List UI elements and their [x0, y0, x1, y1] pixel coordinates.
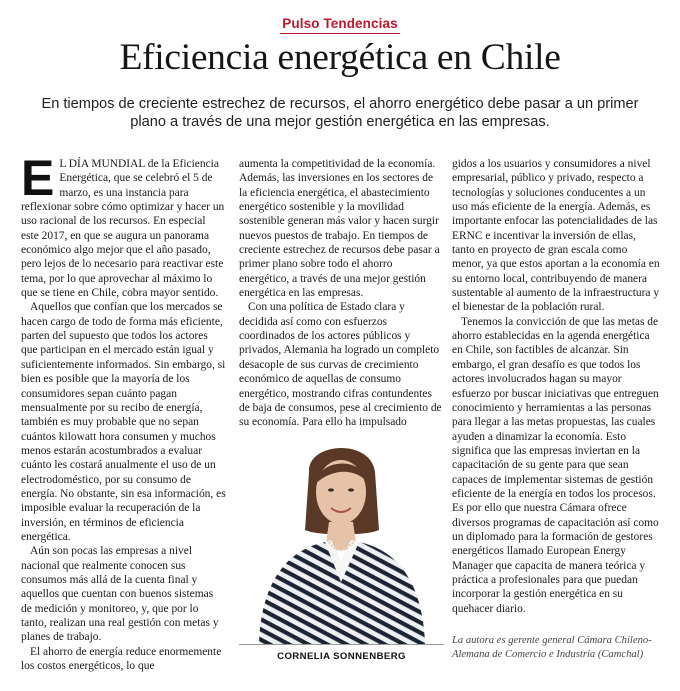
- paragraph: El ahorro de energía reduce enormemente los costos energéticos, lo que: [21, 645, 222, 673]
- column-1: [21, 150, 226, 673]
- article-title: Eficiencia energética en Chile: [119, 37, 561, 78]
- article-lead: En tiempos de creciente estrechez de recursos, el ahorro energético debe pasar a un primer plano a través de una mejor gestión energética en las empresas.: [41, 96, 639, 130]
- paragraph: gidos a los usuarios y consumidores a nivel empresarial, público y privado, respecto a tecnologías y soluciones conducentes a un uso más eficiente de la energía. Además, es importante enfocar las potencialidades de las ERNC e incentivar la inversión de ellas, tanto en proyecto de gran escala como menor, ya que estos aportan a la economía en su entorno local, contribuyendo de manera sustentable al aumento de la infraestructura y el bienestar de la población rural.: [452, 158, 660, 314]
- paragraph: Aquellos que confían que los mercados se hacen cargo de todo de forma más eficiente, parten del supuesto que todos los actores que participan en el mercado están igual y suficientemente informados. Sin embargo, si bien es posible que la mayoría de los consumidores sepan cuánto pagan mensualmente por su recibo de energía, también es muy probable que no sepan cuántos kilowatt hora consumen y muchos menos estarán acostumbrados a evaluar cuánto les costará anualmente el uso de un electrodoméstico, por su consumo de energía. No obstante, sin esa información, es imposible evaluar la recuperación de la inversión, en términos de eficiencia energética.: [21, 301, 226, 543]
- section-kicker: Pulso Tendencias: [280, 16, 399, 34]
- paragraph: aumenta la competitividad de la economía. Además, las inversiones en los sectores de la eficiencia energética, el abastecimiento energético sostenible y la movilidad sostenible generan más valor y hacen surgir nuevos puestos de trabajo. En tiempos de creciente estrechez de recursos debe pasar a primer plano sobre todo el ahorro energético, a través de una mejor gestión energética en las empresas.: [239, 158, 440, 300]
- column-2: [239, 157, 444, 437]
- column-3: [452, 157, 660, 616]
- author-signature: La autora es gerente general Cámara Chileno-Alemana de Comercio e Industria (Camchal): [452, 635, 652, 660]
- section-kicker-wrap: [0, 15, 680, 34]
- portrait-illustration: [239, 432, 444, 644]
- paragraph: Tenemos la convicción de que las metas de ahorro establecidas en la agenda energética en Chile, son factibles de alcanzar. Sin embargo, el gran desafío es que todos los actores involucrados hagan su mayor esfuerzo por buscar iniciativas que entreguen conocimiento y herramientas a las personas para llegar a las metas propuestas, las cuales ayuden a dinamizar la economía. Esto significa que las empresas inviertan en la capacitación de su gente para que sean capaces de implementar sistemas de gestión eficiente de la energía en todos los procesos. Es por ello que nuestra Cámara ofrece diversos programas de capacitación así como un diplomado para la formación de gestores energéticos llamado European Energy Manager que capacita de manera teórica y práctica a profesionales para que puedan incorporar la gestión energética en su quehacer diario.: [452, 315, 659, 615]
- drop-cap: E: [21, 150, 55, 206]
- photo-caption: CORNELIA SONNENBERG: [277, 651, 406, 662]
- paragraph: [21, 150, 226, 300]
- paragraph-text: L DÍA MUNDIAL de la Eficiencia Energética, que se celebró el 5 de marzo, es una instancia para reflexionar sobre cómo optimizar y hacer un uso racional de los recursos. En especial este 2017, en que se augura un panorama económico algo mejor que el año pasado, pero lejos de lo necesario para reactivar este tema, por lo que aprovechar al máximo lo que se tiene en Chile, cobra mayor sentido.: [21, 158, 225, 300]
- author-photo: [239, 432, 444, 644]
- paragraph: Aún son pocas las empresas a nivel nacional que realmente conocen sus consumos más allá de la cuenta final y aquellos que cuentan con buenos sistemas de medición y monitoreo, y, que por lo tanto, realizan una real gestión con metas y planes de trabajo.: [21, 545, 219, 644]
- photo-divider: [239, 644, 444, 645]
- paragraph: Con una política de Estado clara y decidida así como con esfuerzos coordinados de los actores públicos y privados, Alemania ha logrado un completo desacople de sus curvas de crecimiento económico de aquellas de consumo energético, mostrando cifras contundentes de baja de consumos, pese al crecimiento de su economía. Para ello ha impulsado: [239, 301, 442, 429]
